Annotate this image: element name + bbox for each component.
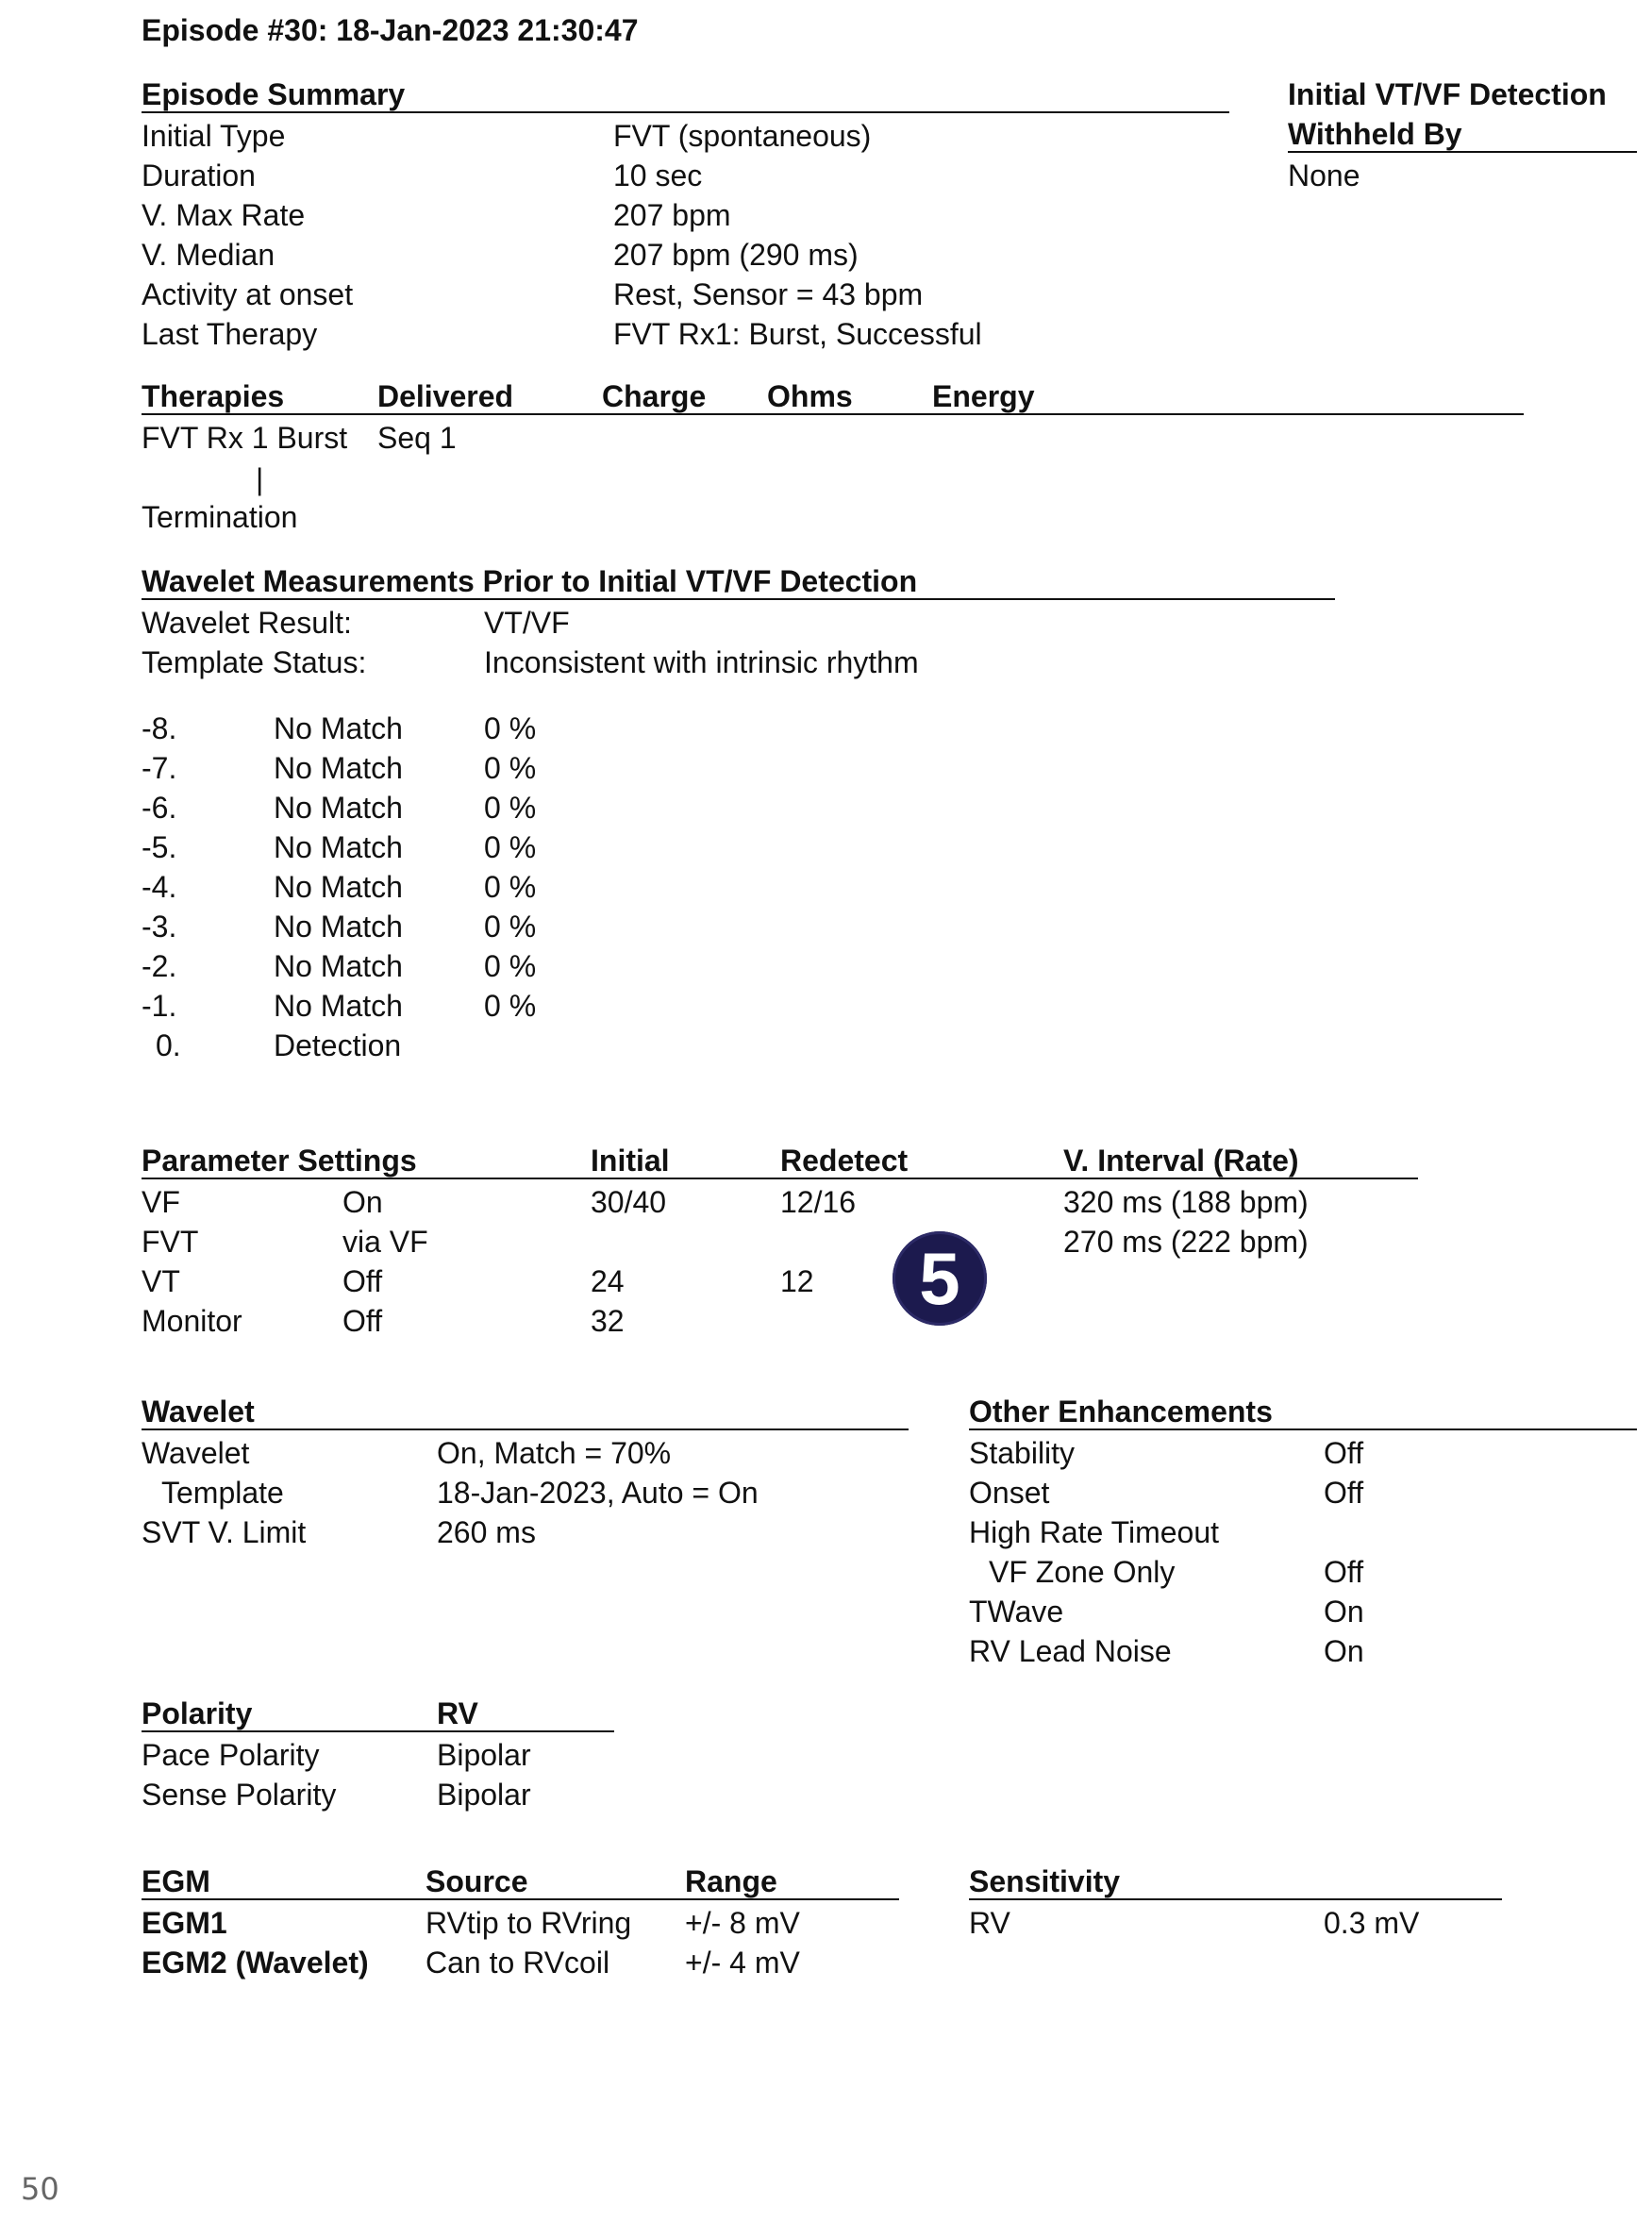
egm-header: EGM	[142, 1864, 210, 1898]
match-percent: 0 %	[484, 711, 537, 745]
sensitivity-heading: Sensitivity	[969, 1864, 1121, 1898]
therapy-name: FVT Rx 1 Burst	[142, 421, 348, 455]
egm-name: EGM2 (Wavelet)	[142, 1946, 369, 1980]
enhancement-label: High Rate Timeout	[969, 1515, 1220, 1549]
param-settings-header: Parameter Settings	[142, 1144, 417, 1178]
redetect-header: Redetect	[780, 1144, 909, 1178]
params-divider	[142, 1178, 1418, 1179]
match-result: No Match	[274, 830, 403, 864]
match-percent: 0 %	[484, 791, 537, 825]
summary-heading: Episode Summary	[142, 77, 406, 111]
summary-label: Activity at onset	[142, 277, 354, 311]
param-zone: VT	[142, 1264, 180, 1298]
match-result: No Match	[274, 870, 403, 904]
match-result: No Match	[274, 949, 403, 983]
param-interval: 270 ms (222 bpm)	[1063, 1225, 1309, 1259]
therapy-connector: |	[256, 462, 264, 496]
source-header: Source	[426, 1864, 528, 1898]
param-zone: FVT	[142, 1225, 199, 1259]
summary-label: V. Max Rate	[142, 198, 306, 232]
enhancement-value: On	[1324, 1595, 1364, 1629]
param-state: via VF	[342, 1225, 428, 1259]
wavelet-label: Wavelet	[142, 1436, 250, 1470]
enhancement-value: Off	[1324, 1476, 1364, 1510]
match-percent: 0 %	[484, 870, 537, 904]
polarity-label: Pace Polarity	[142, 1738, 320, 1772]
energy-header: Energy	[932, 379, 1035, 413]
charge-header: Charge	[602, 379, 707, 413]
step-number-badge: 5	[893, 1231, 987, 1326]
initial-header: Initial	[591, 1144, 670, 1178]
match-index: -1.	[142, 989, 177, 1023]
withheld-divider	[1288, 151, 1637, 153]
param-initial: 24	[591, 1264, 625, 1298]
polarity-header: Polarity	[142, 1696, 253, 1730]
param-zone: Monitor	[142, 1304, 242, 1338]
egm-range: +/- 4 mV	[685, 1946, 800, 1980]
enhancement-label: VF Zone Only	[989, 1555, 1176, 1589]
interval-header: V. Interval (Rate)	[1063, 1144, 1299, 1178]
param-initial: 32	[591, 1304, 625, 1338]
match-index: -3.	[142, 910, 177, 944]
therapy-delivered: Seq 1	[377, 421, 457, 455]
withheld-value: None	[1288, 159, 1360, 192]
summary-label: Last Therapy	[142, 317, 318, 351]
match-index: -5.	[142, 830, 177, 864]
match-result: Detection	[274, 1028, 402, 1062]
enhancements-heading: Other Enhancements	[969, 1395, 1273, 1428]
page-title: Episode #30: 18-Jan-2023 21:30:47	[142, 13, 639, 47]
rv-header: RV	[437, 1696, 478, 1730]
therapies-header: Therapies	[142, 379, 285, 413]
match-index: -7.	[142, 751, 177, 785]
match-percent: 0 %	[484, 910, 537, 944]
enhancement-label: RV Lead Noise	[969, 1634, 1172, 1668]
summary-label: Duration	[142, 159, 256, 192]
match-result: No Match	[274, 711, 403, 745]
match-index: -4.	[142, 870, 177, 904]
ohms-header: Ohms	[767, 379, 853, 413]
egm-range: +/- 8 mV	[685, 1906, 800, 1940]
withheld-heading: Initial VT/VF Detection	[1288, 77, 1607, 111]
wavelet-value: 18-Jan-2023, Auto = On	[437, 1476, 759, 1510]
enhancement-label: Stability	[969, 1436, 1076, 1470]
delivered-header: Delivered	[377, 379, 514, 413]
enhancement-value: On	[1324, 1634, 1364, 1668]
match-percent: 0 %	[484, 830, 537, 864]
egm-name: EGM1	[142, 1906, 227, 1940]
range-header: Range	[685, 1864, 777, 1898]
sensitivity-value: 0.3 mV	[1324, 1906, 1420, 1940]
summary-value: 207 bpm	[613, 198, 731, 232]
wavelet-divider	[142, 1428, 909, 1430]
param-state: Off	[342, 1264, 383, 1298]
polarity-value: Bipolar	[437, 1738, 531, 1772]
summary-value: Rest, Sensor = 43 bpm	[613, 277, 924, 311]
wavelet-heading: Wavelet	[142, 1395, 255, 1428]
enhancement-label: Onset	[969, 1476, 1050, 1510]
therapies-divider	[142, 413, 1524, 415]
wavelet-value: On, Match = 70%	[437, 1436, 672, 1470]
wavelet-label: Template	[161, 1476, 284, 1510]
param-redetect: 12	[780, 1264, 814, 1298]
match-result: No Match	[274, 910, 403, 944]
match-percent: 0 %	[484, 989, 537, 1023]
sensitivity-label: RV	[969, 1906, 1010, 1940]
summary-label: Initial Type	[142, 119, 286, 153]
match-percent: 0 %	[484, 751, 537, 785]
egm-source: RVtip to RVring	[426, 1906, 632, 1940]
match-result: No Match	[274, 989, 403, 1023]
wavelet-meas-heading: Wavelet Measurements Prior to Initial VT/VF Detection	[142, 564, 918, 598]
template-status-value: Inconsistent with intrinsic rhythm	[484, 645, 919, 679]
match-index: -8.	[142, 711, 177, 745]
summary-value: FVT Rx1: Burst, Successful	[613, 317, 982, 351]
summary-value: 207 bpm (290 ms)	[613, 238, 859, 272]
summary-divider	[142, 111, 1229, 113]
param-interval: 320 ms (188 bpm)	[1063, 1185, 1309, 1219]
enhancement-value: Off	[1324, 1555, 1364, 1589]
summary-value: FVT (spontaneous)	[613, 119, 872, 153]
termination-label: Termination	[142, 500, 298, 534]
polarity-value: Bipolar	[437, 1778, 531, 1812]
polarity-divider	[142, 1730, 614, 1732]
wavelet-meas-divider	[142, 598, 1335, 600]
param-initial: 30/40	[591, 1185, 667, 1219]
match-index: 0.	[156, 1028, 181, 1062]
summary-value: 10 sec	[613, 159, 703, 192]
egm-divider	[142, 1898, 899, 1900]
polarity-label: Sense Polarity	[142, 1778, 337, 1812]
match-index: -6.	[142, 791, 177, 825]
page-number: 50	[21, 2171, 59, 2207]
summary-label: V. Median	[142, 238, 275, 272]
template-status-label: Template Status:	[142, 645, 367, 679]
egm-source: Can to RVcoil	[426, 1946, 610, 1980]
wavelet-value: 260 ms	[437, 1515, 536, 1549]
match-result: No Match	[274, 791, 403, 825]
param-zone: VF	[142, 1185, 180, 1219]
withheld-subheading: Withheld By	[1288, 117, 1462, 151]
match-percent: 0 %	[484, 949, 537, 983]
param-state: Off	[342, 1304, 383, 1338]
sensitivity-divider	[969, 1898, 1502, 1900]
param-redetect: 12/16	[780, 1185, 857, 1219]
enhancements-divider	[969, 1428, 1637, 1430]
param-state: On	[342, 1185, 383, 1219]
match-index: -2.	[142, 949, 177, 983]
wavelet-label: SVT V. Limit	[142, 1515, 307, 1549]
enhancement-label: TWave	[969, 1595, 1064, 1629]
match-result: No Match	[274, 751, 403, 785]
wavelet-result-label: Wavelet Result:	[142, 606, 352, 640]
enhancement-value: Off	[1324, 1436, 1364, 1470]
wavelet-result-value: VT/VF	[484, 606, 570, 640]
